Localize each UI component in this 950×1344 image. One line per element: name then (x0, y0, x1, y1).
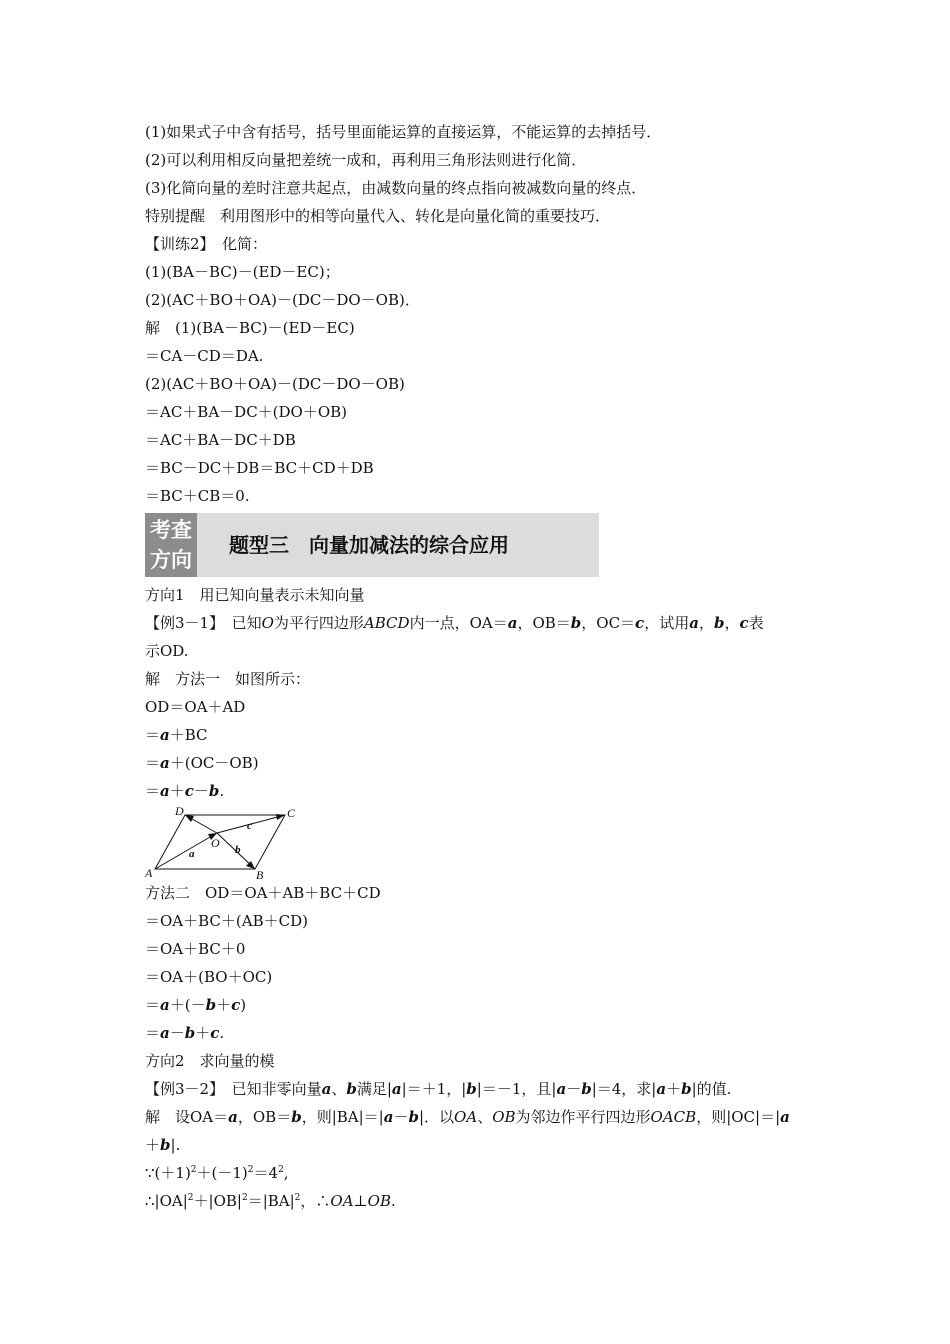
solution-line: ＝OA＋BC＋0 (145, 940, 246, 958)
text-line: 特别提醒 利用图形中的相等向量代入、转化是向量化简的重要技巧． (145, 207, 611, 225)
badge-line: 方向 (150, 548, 192, 572)
direction-heading: 方向2 求向量的模 (145, 1052, 275, 1070)
solution-line: (2)(AC＋BO＋OA)－(DC－DO－OB) (145, 375, 405, 393)
solution-line: $\because(+1)^2+(-1)^2=4^2$, (145, 1164, 289, 1182)
solution-line: ＝a＋BC (145, 726, 208, 744)
text-line: (2)(AC＋BO＋OA)－(DC－DO－OB)． (145, 291, 420, 309)
example-line: 【例3－2】 已知非零向量a、b满足|a|＝＋1，|b|＝－1，且|a－b|＝4，求|a＋b|的值. (145, 1080, 732, 1098)
example-line: 示OD. (145, 642, 189, 660)
badge-line: 考查 (150, 518, 192, 542)
solution-line: ＝a＋c－b. (145, 782, 225, 800)
solution-line: 解 (1)(BA－BC)－(ED－EC) (145, 319, 355, 337)
document-page (145, 118, 815, 1215)
arrowhead-d (185, 815, 194, 822)
text-line: (1)如果式子中含有括号，括号里面能运算的直接运算，不能运算的去掉括号． (145, 123, 662, 141)
solution-line: ＝BC－DC＋DB＝BC＋CD＋DB (145, 459, 374, 477)
solution-line: ＝OA＋(BO＋OC) (145, 968, 273, 986)
direction-heading: 方向1 用已知向量表示未知向量 (145, 586, 365, 604)
section-badge (145, 513, 197, 577)
solution-line: ＝BC＋CB＝0. (145, 487, 250, 505)
solution-line: OD＝OA＋AD (145, 698, 246, 716)
label-a: a (189, 848, 195, 860)
label-C: C (287, 807, 295, 820)
label-c: c (247, 820, 252, 832)
label-A: A (145, 866, 153, 879)
solution-line: ＝a＋(OC－OB) (145, 754, 259, 772)
label-b: b (235, 844, 241, 856)
solution-line: 解 设OA＝a，OB＝b，则|BA|＝|a－b|．以OA、OB为邻边作平行四边形OACB，则|OC|＝|a (145, 1108, 790, 1126)
solution-line: ＝CA－CD＝DA. (145, 347, 264, 365)
section-title: 题型三 向量加减法的综合应用 (229, 533, 509, 557)
solution-line: ＝a－b＋c. (145, 1024, 225, 1042)
section-banner (145, 513, 599, 577)
label-O: O (211, 836, 220, 850)
vector-a-line (155, 833, 217, 869)
exercise-heading: 【训练2】 化简： (145, 235, 268, 253)
solution-line: 方法二 OD＝OA＋AB＋BC＋CD (145, 884, 381, 902)
label-B: B (256, 868, 264, 879)
solution-line: ＝a＋(－b＋c) (145, 996, 247, 1014)
text-line: (3)化简向量的差时注意共起点，由减数向量的终点指向被减数向量的终点． (145, 179, 647, 197)
label-D: D (175, 807, 184, 818)
solution-line: ＝OA＋BC＋(AB＋CD) (145, 912, 308, 930)
solution-line: 解 方法一 如图所示： (145, 670, 311, 688)
solution-line: ＝AC＋BA－DC＋DB (145, 431, 296, 449)
parallelogram-diagram (145, 807, 295, 879)
parallelogram-figure (145, 807, 815, 879)
solution-line: $\therefore|OA|^2+|OB|^2=|BA|^2$，∴OA⊥OB. (145, 1192, 396, 1210)
solution-line: ＝AC＋BA－DC＋(DO＋OB) (145, 403, 348, 421)
example-line: 【例3－1】 已知O为平行四边形ABCD内一点，OA＝a，OB＝b，OC＝c，试用a，b，c表 (145, 614, 764, 632)
text-line: (1)(BA－BC)－(ED－EC)； (145, 263, 340, 281)
text-line: (2)可以利用相反向量把差统一成和，再利用三角形法则进行化简． (145, 151, 587, 169)
solution-line: ＋b|. (145, 1136, 181, 1154)
parallelogram-outline (155, 815, 285, 869)
